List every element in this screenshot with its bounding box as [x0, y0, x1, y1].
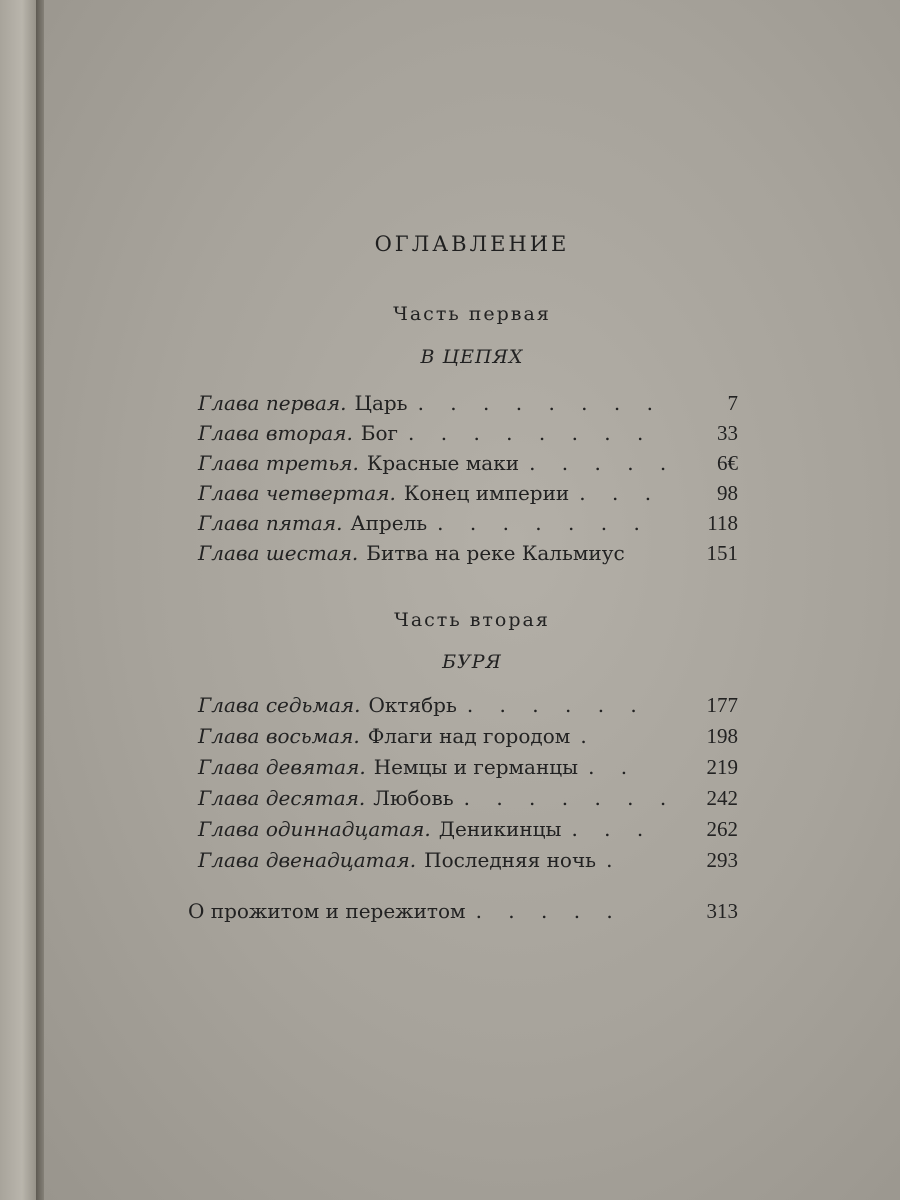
dot-leader: . .: [588, 755, 638, 779]
page-number: 262: [706, 817, 738, 841]
toc-entry-afterword: [188, 896, 738, 926]
toc-entry: [198, 418, 738, 448]
dot-leader: . . . . . . . .: [408, 421, 654, 445]
part-1-label: Часть первая: [393, 303, 551, 325]
page-number: 242: [706, 786, 738, 810]
toc-entry: [198, 845, 738, 875]
toc-entry: [198, 448, 738, 478]
chapter-title: Октябрь: [368, 693, 457, 717]
dot-leader: . . .: [579, 481, 662, 505]
dot-leader: . . . . . . .: [463, 786, 677, 810]
toc-entry: [198, 388, 738, 418]
page-number: 313: [706, 899, 738, 923]
page-number: 151: [706, 541, 738, 565]
page-number: 118: [707, 511, 738, 535]
chapter-label: Глава двенадцатая.: [198, 848, 417, 872]
chapter-title: Конец империи: [403, 481, 570, 505]
chapter-title: Немцы и германцы: [373, 755, 579, 779]
chapter-label: Глава восьмая.: [198, 724, 360, 748]
page-number: 6€: [717, 451, 738, 475]
toc-entry: [198, 783, 738, 813]
book-page: [44, 0, 900, 1200]
toc-entry: [198, 721, 738, 751]
dot-leader: . . .: [571, 817, 654, 841]
dot-leader: . . . . .: [529, 451, 677, 475]
chapter-label: Глава седьмая.: [198, 693, 361, 717]
toc-entry: [198, 752, 738, 782]
chapter-title: Деникинцы: [438, 817, 562, 841]
chapter-title: Любовь: [373, 786, 454, 810]
chapter-title: Флаги над городом: [367, 724, 571, 748]
table-of-contents: [44, 0, 900, 1200]
page-number: 293: [706, 848, 738, 872]
dot-leader: .: [606, 848, 623, 872]
dot-leader: .: [580, 724, 597, 748]
chapter-title: Бог: [360, 421, 399, 445]
chapter-label: Глава первая.: [198, 391, 347, 415]
afterword-title: О прожитом и пережитом: [188, 899, 466, 923]
toc-entry: [198, 508, 738, 538]
part-2-label: Часть вторая: [394, 609, 550, 631]
chapter-title: Красные маки: [366, 451, 520, 475]
toc-entry: [198, 690, 738, 720]
chapter-title: Последняя ночь: [424, 848, 597, 872]
page-number: 219: [706, 755, 738, 779]
page-number: 98: [717, 481, 738, 505]
chapter-label: Глава пятая.: [198, 511, 343, 535]
chapter-title: Царь: [354, 391, 408, 415]
part-1-title: В ЦЕПЯХ: [420, 346, 524, 368]
chapter-label: Глава шестая.: [198, 541, 359, 565]
chapter-title: Апрель: [350, 511, 428, 535]
chapter-label: Глава одиннадцатая.: [198, 817, 431, 841]
toc-entry: [198, 538, 738, 568]
dot-leader: . . . . . . . .: [417, 391, 663, 415]
toc-entry: [198, 478, 738, 508]
page-number: 7: [727, 391, 738, 415]
chapter-label: Глава вторая.: [198, 421, 353, 445]
chapter-label: Глава четвертая.: [198, 481, 396, 505]
left-page-edge: [0, 0, 40, 1200]
dot-leader: . . . . .: [475, 899, 623, 923]
page-number: 177: [706, 693, 738, 717]
toc-entry: [198, 814, 738, 844]
chapter-title: Битва на реке Кальмиус: [366, 541, 625, 565]
page-number: 198: [706, 724, 738, 748]
toc-heading: ОГЛАВЛЕНИЕ: [374, 232, 570, 256]
dot-leader: . . . . . .: [466, 693, 647, 717]
dot-leader: . . . . . . .: [437, 511, 650, 535]
part-2-title: БУРЯ: [442, 651, 502, 673]
page-number: 33: [717, 421, 738, 445]
chapter-label: Глава девятая.: [198, 755, 366, 779]
chapter-label: Глава десятая.: [198, 786, 366, 810]
chapter-label: Глава третья.: [198, 451, 359, 475]
